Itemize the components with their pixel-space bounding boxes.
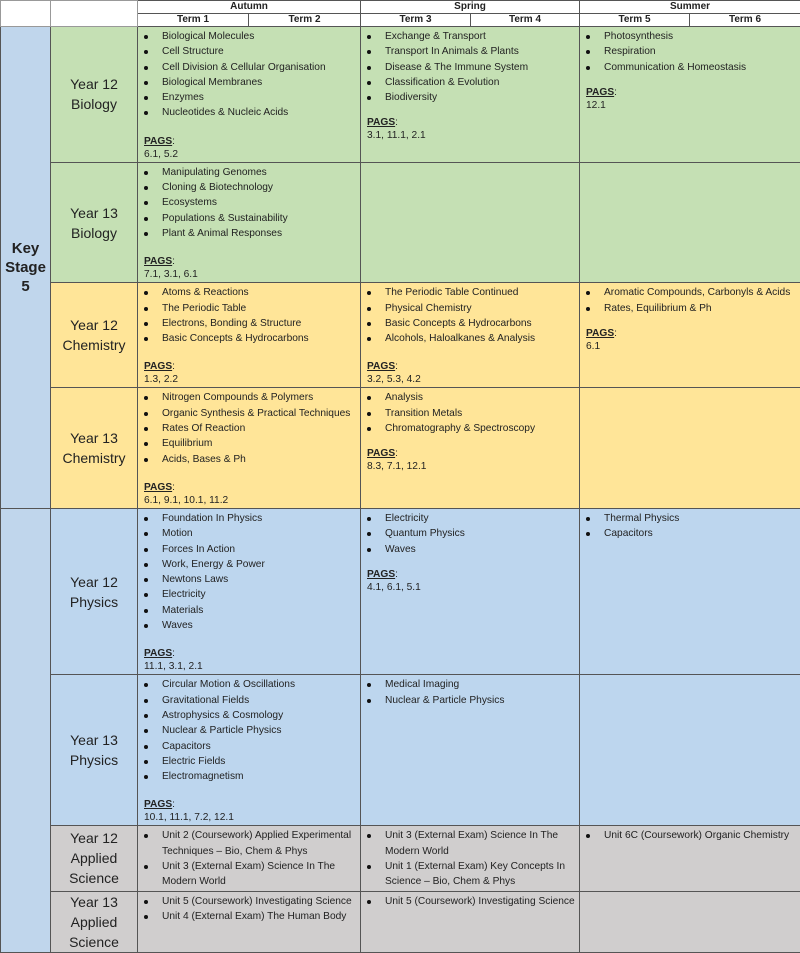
summer-cell <box>580 27 800 163</box>
summer-cell <box>580 388 800 508</box>
season-summer: Summer <box>580 1 800 14</box>
autumn-cell <box>138 826 361 891</box>
pags-label: PAGS <box>144 648 172 659</box>
topic-item: Disease & The Immune System <box>367 60 575 75</box>
subject-name: Science <box>51 932 137 952</box>
topic-item: Basic Concepts & Hydrocarbons <box>367 316 575 331</box>
topic-item: Unit 3 (External Exam) Science In The Modern World <box>367 828 575 859</box>
pags-block: PAGS: 6.1, 9.1, 10.1, 11.2 <box>144 481 356 507</box>
subject-label <box>51 675 138 826</box>
summer-cell <box>580 283 800 388</box>
topic-item: Electrons, Bonding & Structure <box>144 316 356 331</box>
topic-item: Manipulating Genomes <box>144 165 356 180</box>
topic-list <box>144 894 356 925</box>
topic-list <box>144 677 356 784</box>
topic-item: Nitrogen Compounds & Polymers <box>144 390 356 405</box>
pags-block: PAGS: 4.1, 6.1, 5.1 <box>367 568 575 594</box>
topic-list <box>586 511 796 542</box>
autumn-cell <box>138 675 361 826</box>
topic-item: Electromagnetism <box>144 769 356 784</box>
autumn-cell <box>138 891 361 952</box>
topic-item: Electricity <box>367 511 575 526</box>
row-y13-biology <box>1 162 800 282</box>
summer-cell <box>580 891 800 952</box>
topic-item: Aromatic Compounds, Carbonyls & Acids <box>586 285 796 300</box>
topic-item: Biological Membranes <box>144 75 356 90</box>
topic-item: Analysis <box>367 390 575 405</box>
topic-list <box>144 828 356 889</box>
topic-item: Cell Division & Cellular Organisation <box>144 60 356 75</box>
topic-item: The Periodic Table Continued <box>367 285 575 300</box>
pags-values: 6.1, 5.2 <box>144 149 178 160</box>
topic-list <box>367 894 575 909</box>
season-autumn: Autumn <box>138 1 361 14</box>
topic-item: Materials <box>144 603 356 618</box>
topic-item: Waves <box>144 618 356 633</box>
row-y13-physics <box>1 675 800 826</box>
topic-list <box>367 511 575 557</box>
topic-item: Transport In Animals & Plants <box>367 44 575 59</box>
pags-values: 12.1 <box>586 100 606 111</box>
topic-list <box>144 29 356 121</box>
spring-cell <box>361 891 580 952</box>
spring-cell <box>361 162 580 282</box>
pags-block: PAGS: 1.3, 2.2 <box>144 360 356 386</box>
topic-item: Exchange & Transport <box>367 29 575 44</box>
topic-item: Basic Concepts & Hydrocarbons <box>144 331 356 346</box>
topic-item: Biodiversity <box>367 90 575 105</box>
subject-name: Biology <box>51 94 137 114</box>
pags-block: PAGS: 11.1, 3.1, 2.1 <box>144 647 356 673</box>
subject-year: Year 13 <box>51 730 137 750</box>
topic-item: Plant & Animal Responses <box>144 226 356 241</box>
pags-values: 6.1, 9.1, 10.1, 11.2 <box>144 495 228 506</box>
topic-item: Unit 1 (External Exam) Key Concepts In Science – Bio, Chem & Phys <box>367 859 575 890</box>
subject-name: Science <box>51 868 137 888</box>
topic-list <box>144 511 356 633</box>
summer-cell <box>580 675 800 826</box>
pags-label: PAGS <box>367 569 395 580</box>
pags-values: 1.3, 2.2 <box>144 374 178 385</box>
topic-list <box>367 828 575 889</box>
pags-values: 8.3, 7.1, 12.1 <box>367 461 426 472</box>
pags-block: PAGS: 3.1, 11.1, 2.1 <box>367 116 575 142</box>
subject-name: Physics <box>51 592 137 612</box>
subject-year: Year 13 <box>51 892 137 912</box>
key-stage-line: Key <box>1 239 50 258</box>
subject-year: Year 12 <box>51 572 137 592</box>
topic-item: Ecosystems <box>144 195 356 210</box>
pags-values: 6.1 <box>586 341 600 352</box>
topic-item: Equilibrium <box>144 436 356 451</box>
topic-item: Medical Imaging <box>367 677 575 692</box>
subject-label <box>51 388 138 508</box>
pags-block: PAGS: 6.1, 5.2 <box>144 135 356 161</box>
pags-label: PAGS <box>586 328 614 339</box>
pags-values: 10.1, 11.1, 7.2, 12.1 <box>144 812 234 823</box>
subject-label <box>51 27 138 163</box>
topic-list <box>144 285 356 346</box>
subject-label <box>51 162 138 282</box>
row-y12-chemistry <box>1 283 800 388</box>
topic-item: Unit 5 (Coursework) Investigating Science <box>144 894 356 909</box>
pags-label: PAGS <box>144 361 172 372</box>
subject-year: Year 13 <box>51 428 137 448</box>
topic-item: Electric Fields <box>144 754 356 769</box>
row-y12-physics <box>1 508 800 674</box>
topic-item: Work, Energy & Power <box>144 557 356 572</box>
topic-list <box>586 828 796 843</box>
pags-label: PAGS <box>367 448 395 459</box>
topic-item: Rates Of Reaction <box>144 421 356 436</box>
row-y13-applied-science <box>1 891 800 952</box>
topic-list <box>367 29 575 105</box>
topic-item: Unit 2 (Coursework) Applied Experimental Techniques – Bio, Chem & Phys <box>144 828 356 859</box>
subject-label <box>51 283 138 388</box>
topic-item: Waves <box>367 542 575 557</box>
topic-item: Motion <box>144 526 356 541</box>
pags-values: 7.1, 3.1, 6.1 <box>144 269 198 280</box>
summer-cell <box>580 826 800 891</box>
topic-list <box>144 390 356 466</box>
spring-cell <box>361 388 580 508</box>
term-6: Term 6 <box>690 14 800 27</box>
key-stage-5-continued <box>1 508 51 952</box>
topic-item: Unit 5 (Coursework) Investigating Science <box>367 894 575 909</box>
pags-block: PAGS: 3.2, 5.3, 4.2 <box>367 360 575 386</box>
term-1: Term 1 <box>138 14 249 27</box>
topic-item: Nucleotides & Nucleic Acids <box>144 105 356 120</box>
pags-values: 11.1, 3.1, 2.1 <box>144 661 203 672</box>
spring-cell <box>361 826 580 891</box>
subject-name: Chemistry <box>51 448 137 468</box>
topic-item: Atoms & Reactions <box>144 285 356 300</box>
subject-name: Applied <box>51 912 137 932</box>
spring-cell <box>361 675 580 826</box>
topic-item: Acids, Bases & Ph <box>144 452 356 467</box>
pags-block: PAGS: 12.1 <box>586 86 796 112</box>
row-y13-chemistry <box>1 388 800 508</box>
subject-label <box>51 891 138 952</box>
pags-label: PAGS <box>144 256 172 267</box>
pags-label: PAGS <box>367 117 395 128</box>
topic-item: Circular Motion & Oscillations <box>144 677 356 692</box>
subject-year: Year 12 <box>51 828 137 848</box>
pags-label: PAGS <box>367 361 395 372</box>
topic-item: Physical Chemistry <box>367 301 575 316</box>
subject-label <box>51 826 138 891</box>
spring-cell <box>361 508 580 674</box>
key-stage-line: Stage <box>1 258 50 277</box>
topic-item: Enzymes <box>144 90 356 105</box>
topic-list <box>367 390 575 436</box>
topic-item: The Periodic Table <box>144 301 356 316</box>
topic-item: Foundation In Physics <box>144 511 356 526</box>
subject-year: Year 13 <box>51 203 137 223</box>
autumn-cell <box>138 283 361 388</box>
autumn-cell <box>138 508 361 674</box>
topic-item: Electricity <box>144 587 356 602</box>
topic-item: Newtons Laws <box>144 572 356 587</box>
topic-item: Quantum Physics <box>367 526 575 541</box>
topic-list <box>367 677 575 708</box>
topic-item: Unit 4 (External Exam) The Human Body <box>144 909 356 924</box>
topic-item: Capacitors <box>586 526 796 541</box>
topic-item: Organic Synthesis & Practical Techniques <box>144 406 356 421</box>
subject-header-cell <box>51 1 138 27</box>
subject-name: Biology <box>51 223 137 243</box>
topic-item: Respiration <box>586 44 796 59</box>
topic-item: Unit 3 (External Exam) Science In The Modern World <box>144 859 356 890</box>
topic-item: Unit 6C (Coursework) Organic Chemistry <box>586 828 796 843</box>
summer-cell <box>580 508 800 674</box>
topic-item: Nuclear & Particle Physics <box>144 723 356 738</box>
topic-item: Cloning & Biotechnology <box>144 180 356 195</box>
pags-block: PAGS: 7.1, 3.1, 6.1 <box>144 255 356 281</box>
row-y12-applied-science <box>1 826 800 891</box>
term-2: Term 2 <box>249 14 361 27</box>
topic-item: Astrophysics & Cosmology <box>144 708 356 723</box>
autumn-cell <box>138 162 361 282</box>
spring-cell <box>361 283 580 388</box>
topic-item: Photosynthesis <box>586 29 796 44</box>
topic-item: Transition Metals <box>367 406 575 421</box>
topic-item: Chromatography & Spectroscopy <box>367 421 575 436</box>
topic-list <box>586 285 796 316</box>
topic-list <box>367 285 575 346</box>
subject-name: Chemistry <box>51 335 137 355</box>
key-stage-line: 5 <box>1 277 50 296</box>
row-y12-biology <box>1 27 800 163</box>
topic-item: Alcohols, Haloalkanes & Analysis <box>367 331 575 346</box>
pags-values: 4.1, 6.1, 5.1 <box>367 582 421 593</box>
spring-cell <box>361 27 580 163</box>
pags-block: PAGS: 10.1, 11.1, 7.2, 12.1 <box>144 798 356 824</box>
subject-label <box>51 508 138 674</box>
topic-item: Thermal Physics <box>586 511 796 526</box>
subject-name: Applied <box>51 848 137 868</box>
pags-label: PAGS <box>586 87 614 98</box>
autumn-cell <box>138 388 361 508</box>
key-stage-5-label <box>1 27 51 509</box>
pags-values: 3.1, 11.1, 2.1 <box>367 130 426 141</box>
term-3: Term 3 <box>361 14 471 27</box>
autumn-cell <box>138 27 361 163</box>
topic-item: Capacitors <box>144 739 356 754</box>
summer-cell <box>580 162 800 282</box>
topic-list <box>144 165 356 241</box>
topic-item: Rates, Equilibrium & Ph <box>586 301 796 316</box>
subject-year: Year 12 <box>51 74 137 94</box>
subject-name: Physics <box>51 750 137 770</box>
topic-item: Classification & Evolution <box>367 75 575 90</box>
topic-item: Cell Structure <box>144 44 356 59</box>
pags-label: PAGS <box>144 136 172 147</box>
pags-label: PAGS <box>144 482 172 493</box>
pags-block: PAGS: 6.1 <box>586 327 796 353</box>
topic-item: Forces In Action <box>144 542 356 557</box>
topic-item: Nuclear & Particle Physics <box>367 693 575 708</box>
topic-item: Biological Molecules <box>144 29 356 44</box>
season-spring: Spring <box>361 1 580 14</box>
subject-year: Year 12 <box>51 315 137 335</box>
term-5: Term 5 <box>580 14 690 27</box>
topic-list <box>586 29 796 75</box>
pags-label: PAGS <box>144 799 172 810</box>
pags-values: 3.2, 5.3, 4.2 <box>367 374 421 385</box>
pags-block: PAGS: 8.3, 7.1, 12.1 <box>367 447 575 473</box>
corner-cell <box>1 1 51 27</box>
topic-item: Communication & Homeostasis <box>586 60 796 75</box>
topic-item: Populations & Sustainability <box>144 211 356 226</box>
season-header-row <box>1 1 800 14</box>
term-4: Term 4 <box>471 14 580 27</box>
topic-item: Gravitational Fields <box>144 693 356 708</box>
